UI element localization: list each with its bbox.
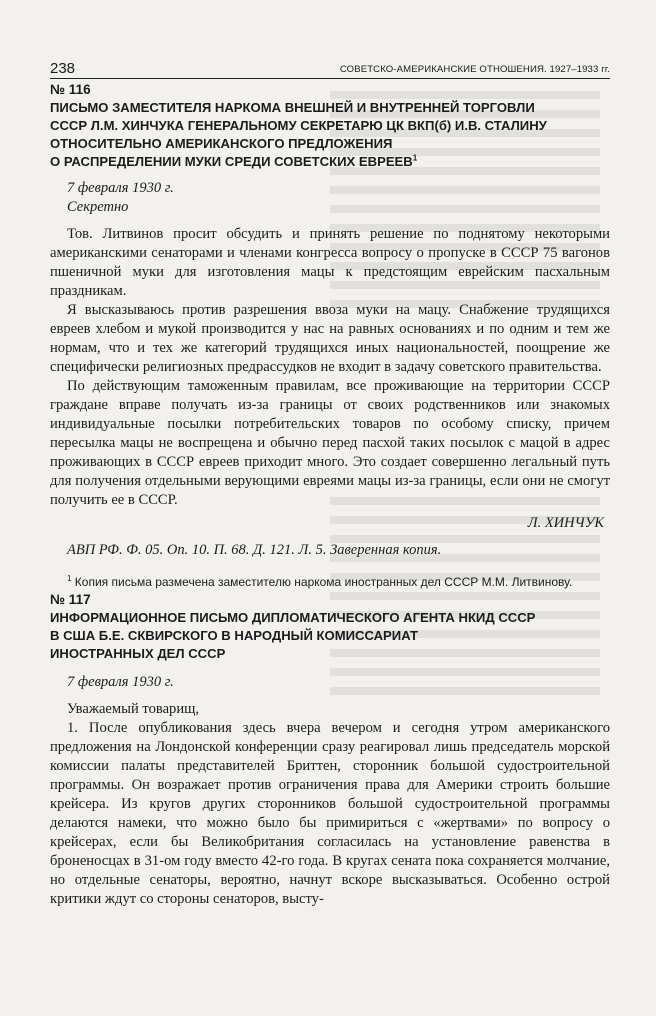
doc-116-title-line-text: О РАСПРЕДЕЛЕНИИ МУКИ СРЕДИ СОВЕТСКИХ ЕВРЕЕВ <box>50 154 413 169</box>
footnote-mark: 1 <box>67 574 72 583</box>
footnote-ref-mark: 1 <box>412 153 418 163</box>
page-number: 238 <box>50 60 76 77</box>
doc-116-archive-source: АВП РФ. Ф. 05. Оп. 10. П. 68. Д. 121. Л. 5. Заверенная копия. <box>67 542 442 558</box>
doc-117-number: № 117 <box>50 592 91 607</box>
doc-117-paragraph: 1. После опубликования здесь вчера вечером и сегодня утром американского предложения на Лондонской конференции сразу реагировал лишь председатель морской комиссии палаты представителей Бриттен, сторонник большой судостроительной программы. Он возражает против ограничения права для Америки строить большие крейсера. Из кругов других сторонников большой судостроительной программы делаются намеки, что можно было бы примириться с «жертвами» по вопросу о крейсерах, если бы Великобритания согласилась на установление равенства в броненосцах в 31-ом году вместо 42-го года. В кругах сената пока сохраняется молчание, но отдельные сенаторы, вероятно, начнут вскоре высказываться. Особенно острой критики ждут со стороны сенаторов, высту- <box>50 720 610 907</box>
doc-116-signature: Л. ХИНЧУК <box>527 515 604 531</box>
footnote <box>50 574 610 591</box>
doc-116-title <box>50 99 610 171</box>
doc-116-paragraph: Я высказываюсь против разрешения ввоза муки на мацу. Снабжение трудящихся евреев хлебом и мукой производится у нас на равных основаниях и по одним и тем же нормам, что и тех же категорий трудящихся иных национальностей, поощрение же специфически религиозных предрассудков не входит в задачу советского правительства. <box>50 302 610 375</box>
doc-116-title-line: ПИСЬМО ЗАМЕСТИТЕЛЯ НАРКОМА ВНЕШНЕЙ И ВНУТРЕННЕЙ ТОРГОВЛИ <box>50 100 535 115</box>
footnote-text: Копия письма размечена заместителю наркома иностранных дел СССР М.М. Литвинову. <box>74 575 573 589</box>
doc-116-number: № 116 <box>50 82 91 97</box>
page-header <box>50 58 610 79</box>
doc-116-classification: Секретно <box>67 199 129 215</box>
doc-117-title-line: В США Б.Е. СКВИРСКОГО В НАРОДНЫЙ КОМИССАРИАТ <box>50 628 418 643</box>
page-content <box>50 81 610 909</box>
doc-117-title-line: ИНОСТРАННЫХ ДЕЛ СССР <box>50 646 226 661</box>
doc-116-title-line: ОТНОСИТЕЛЬНО АМЕРИКАНСКОГО ПРЕДЛОЖЕНИЯ <box>50 136 393 151</box>
doc-117-date: 7 февраля 1930 г. <box>67 674 174 690</box>
doc-116-date: 7 февраля 1930 г. <box>67 180 174 196</box>
doc-116-paragraph: Тов. Литвинов просит обсудить и принять решение по поднятому некоторыми американскими сенаторами и членами конгресса вопросу о пропуске в СССР 75 вагонов пшеничной муки для изготовления мацы к предстоящим еврейским пасхальным праздникам. <box>50 226 610 299</box>
doc-116-title-line: СССР Л.М. ХИНЧУКА ГЕНЕРАЛЬНОМУ СЕКРЕТАРЮ ЦК ВКП(б) И.В. СТАЛИНУ <box>50 118 547 133</box>
running-title: СОВЕТСКО-АМЕРИКАНСКИЕ ОТНОШЕНИЯ. 1927–1933 гг. <box>339 64 610 75</box>
doc-117-title <box>50 609 610 663</box>
doc-117-title-line: ИНФОРМАЦИОННОЕ ПИСЬМО ДИПЛОМАТИЧЕСКОГО АГЕНТА НКИД СССР <box>50 610 536 625</box>
doc-117-greeting: Уважаемый товарищ, <box>67 701 200 717</box>
doc-116-title-line <box>50 153 610 171</box>
doc-116-paragraph: По действующим таможенным правилам, все проживающие на территории СССР граждане вправе получать из-за границы от своих родственников или знакомых индивидуальные посылки потребительских товаров по особому списку, причем пересылка мацы не воспрещена и обычно перед пасхой таких посылок с мацой в адрес проживающих в СССР евреев приходит много. Это создает совершенно легальный путь для получения отдельными верующими евреями мацы из-за границы, если они не смогут получить ее в СССР. <box>50 378 610 508</box>
